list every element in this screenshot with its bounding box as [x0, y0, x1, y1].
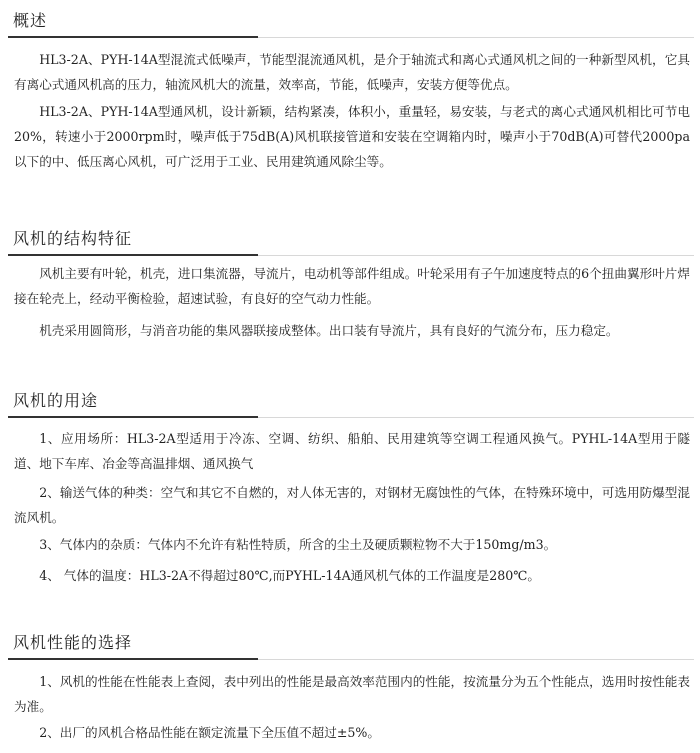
heading-underline	[8, 254, 258, 256]
paragraph: 4、 气体的温度：HL3-2A不得超过80℃,而PYHL-14A通风机气体的工作温度是280℃。	[39, 568, 540, 583]
heading-underline	[8, 658, 258, 660]
section-overview	[0, 10, 700, 169]
section-heading: 风机的用途	[13, 391, 99, 410]
section-header	[0, 228, 700, 256]
section-header	[0, 632, 700, 660]
section-heading: 概述	[13, 11, 48, 30]
section-usage	[0, 390, 700, 583]
paragraph: 1、风机的性能在性能表上查阅，表中列出的性能是最高效率范围内的性能，按流量分为五个性能点，选用时按性能表为准。	[14, 674, 690, 714]
section-selection	[0, 632, 700, 740]
section-header	[0, 10, 700, 38]
section-heading: 风机的结构特征	[13, 229, 133, 248]
paragraph: 2、输送气体的种类：空气和其它不自燃的，对人体无害的，对钢材无腐蚀性的气体，在特殊环境中，可选用防爆型混流风机。	[14, 485, 690, 525]
paragraph: 风机主要有叶轮，机壳，进口集流器，导流片，电动机等部件组成。叶轮采用有子午加速度特点的6个扭曲翼形叶片焊接在轮壳上，经动平衡检验，超速试验，有良好的空气动力性能。	[14, 266, 690, 306]
heading-underline	[8, 416, 258, 418]
section-structure	[0, 228, 700, 338]
paragraph: 2、出厂的风机合格品性能在额定流量下全压值不超过±5%。	[39, 725, 380, 740]
section-heading: 风机性能的选择	[13, 633, 133, 652]
heading-underline	[8, 36, 258, 38]
paragraph: HL3-2A、PYH-14A型通风机，设计新颖，结构紧凑，体积小，重量轻，易安装，与老式的离心式通风机相比可节电20%，转速小于2000rpm时，噪声低于75dB(A)风机联接管道和安装在空调箱内时，噪声小于70dB(A)可替代2000pa以下的中、低压离心风机，可广泛用于工业、民用建筑通风除尘等。	[14, 104, 690, 169]
paragraph: 1、应用场所：HL3-2A型适用于冷冻、空调、纺织、船舶、民用建筑等空调工程通风换气。PYHL-14A型用于隧道、地下车库、冶金等高温排烟、通风换气	[14, 431, 690, 471]
section-header	[0, 390, 700, 418]
paragraph: 3、气体内的杂质：气体内不允许有粘性特质，所含的尘土及硬质颗粒物不大于150mg/m3。	[39, 537, 557, 552]
paragraph: HL3-2A、PYH-14A型混流式低噪声，节能型混流通风机，是介于轴流式和离心式通风机之间的一种新型风机，它具有离心式通风机高的压力，轴流风机大的流量，效率高，节能，低噪声，安装方便等优点。	[14, 52, 690, 92]
paragraph: 机壳采用圆筒形，与消音功能的集风器联接成整体。出口装有导流片，具有良好的气流分布，压力稳定。	[39, 323, 619, 338]
